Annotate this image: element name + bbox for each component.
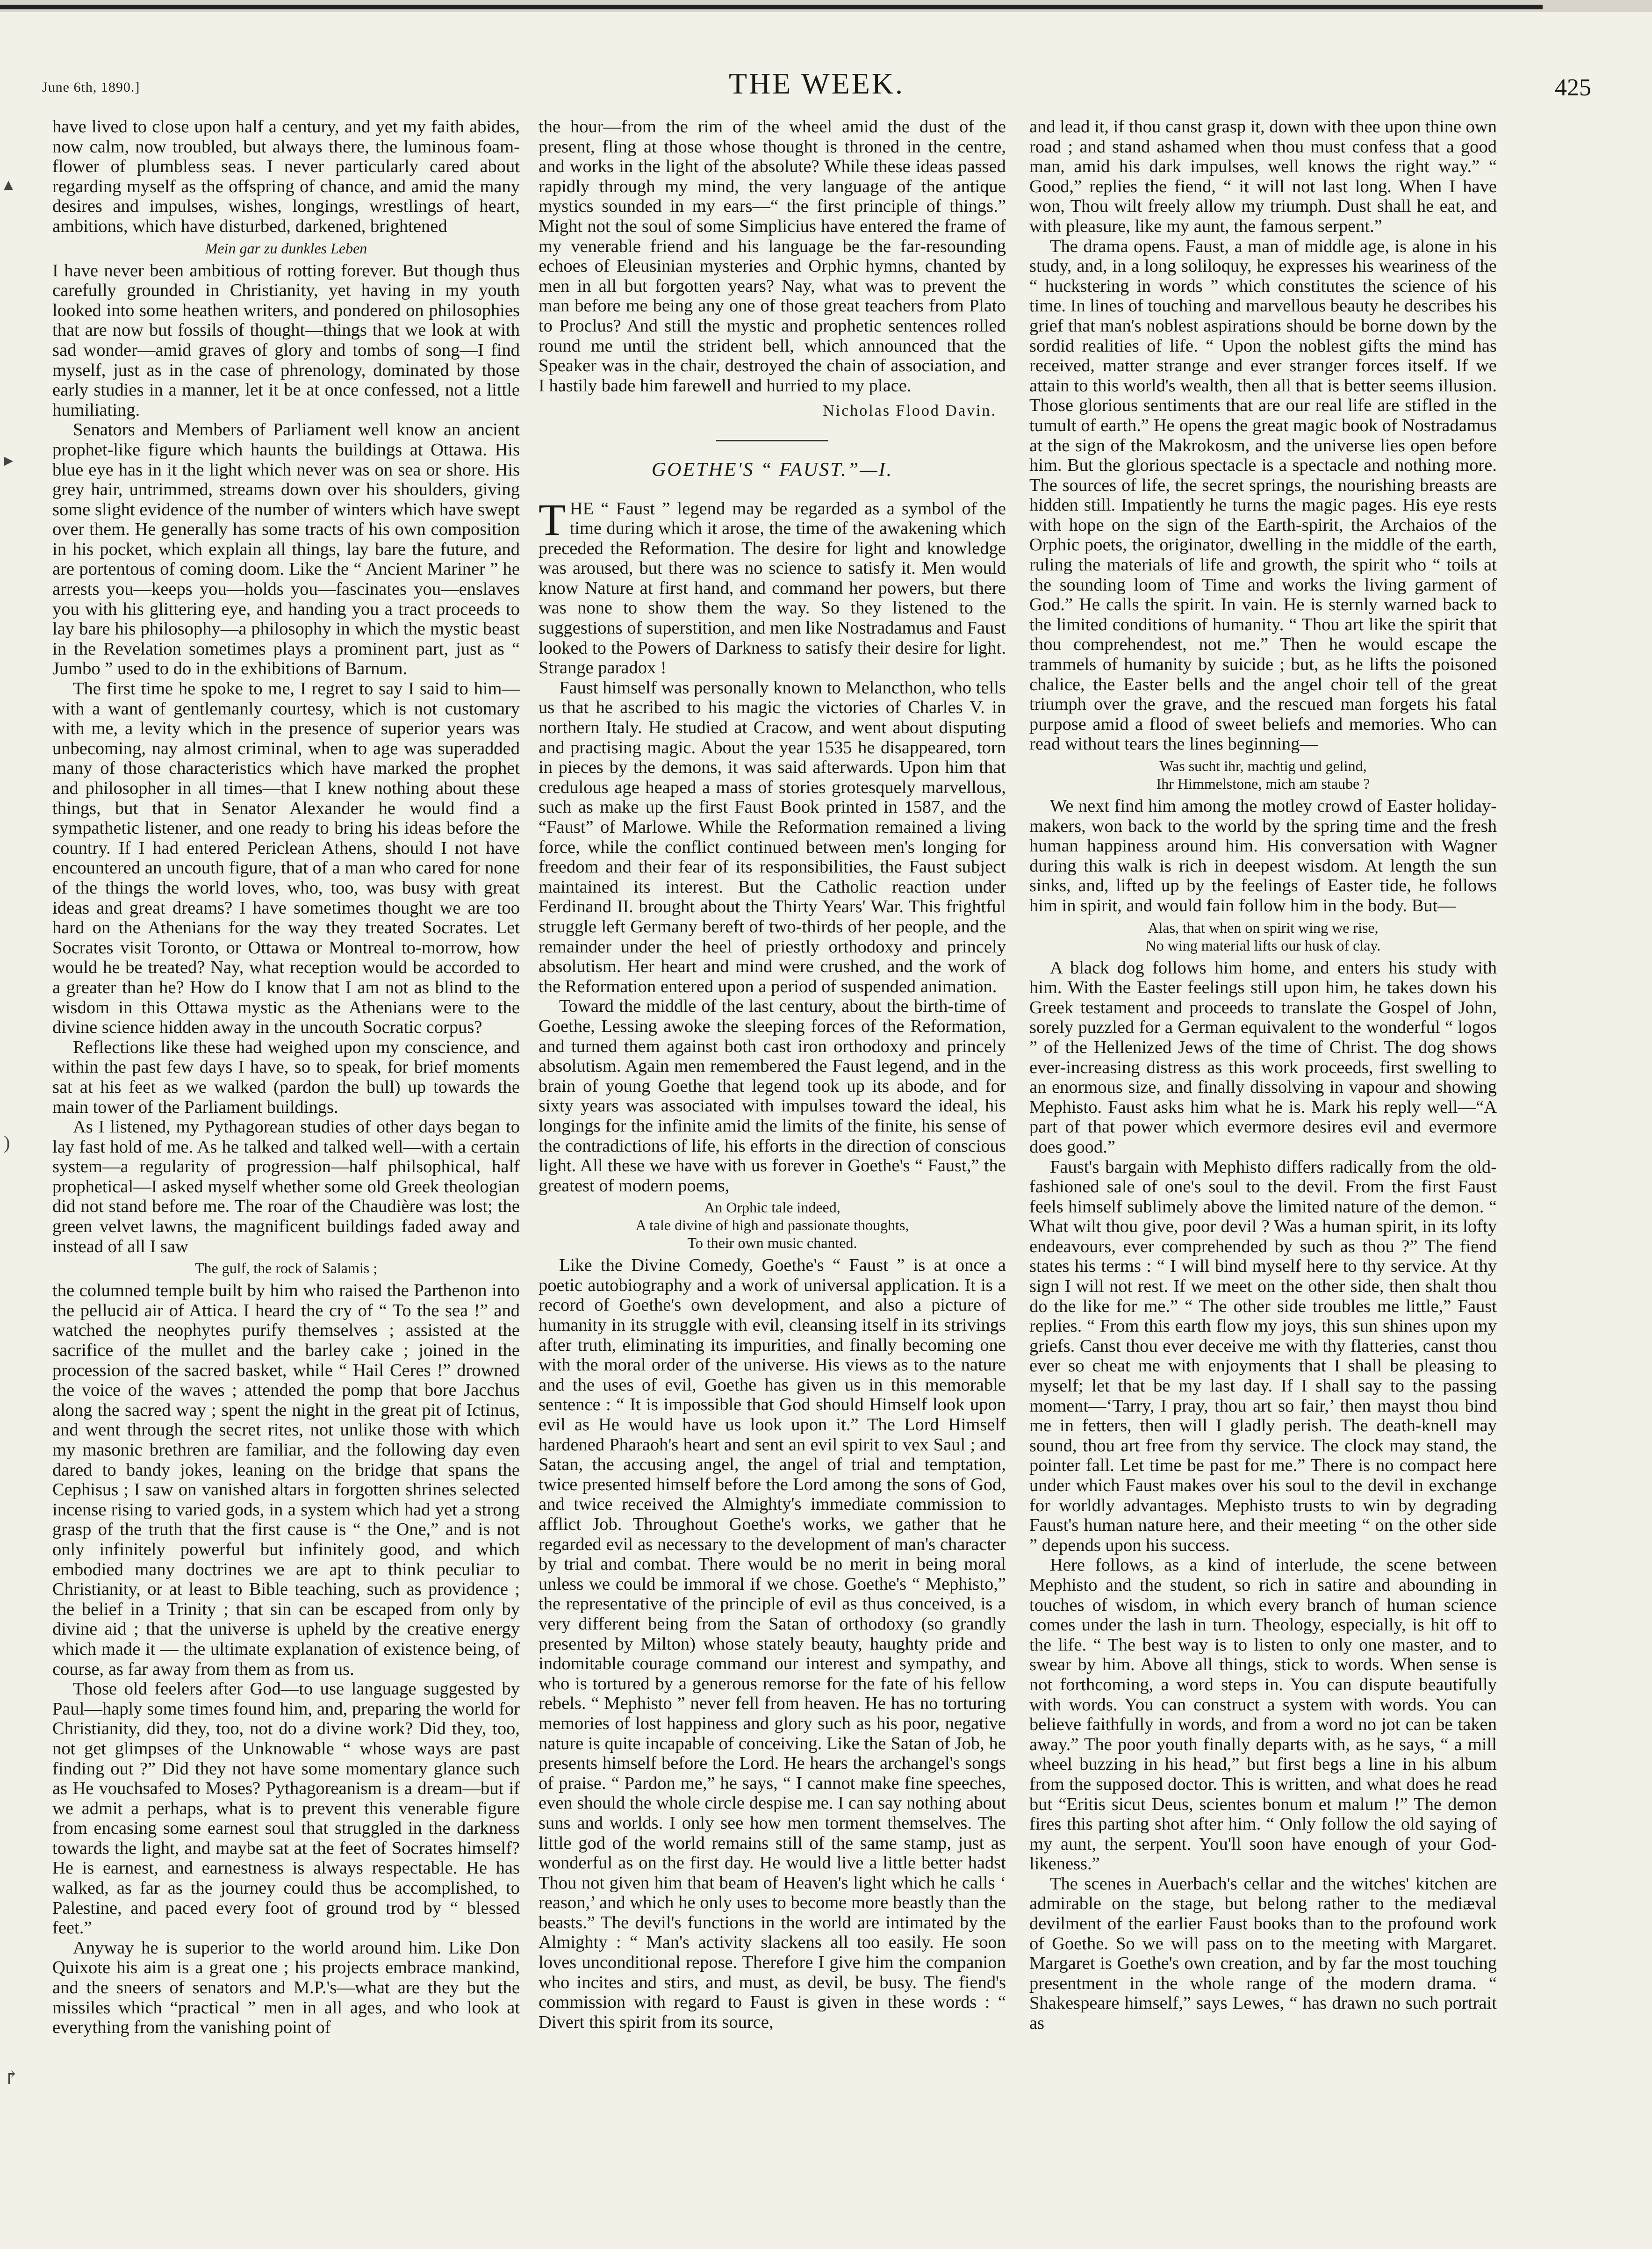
- paragraph: Faust's bargain with Mephisto differs radically from the old-fashioned sale of one's soul to the devil. From the first Faust feels himself sublimely above the limited nature of the demon. “ What wilt thou give, poor devil ? Was a human spirit, in its lofty endeavours, ever comprehended by such as thou ?” The fiend states his terms : “ I will bind myself here to thy service. At thy sign I will not rest. If we meet on the other side, then shalt thou do the like for me.” “ The other side troubles me little,” Faust replies. “ From this earth flow my joys, this sun shines upon my griefs. Canst thou ever deceive me with thy flatteries, canst thou ever so cheat me with enjoyments that I shall be pleasing to myself; let that be my last day. If I shall say to the passing moment—‘Tarry, I pray, thou art so fair,’ then mayst thou bind me in fetters, then will I gladly perish. The death-knell may sound, thou art free from thy service. The clock may stand, the pointer fall. Let time be past for me.” There is no compact here under which Faust makes over his soul to the devil in exchange for worldly advantages. Mephisto trusts to win by degrading Faust's human nature here, and their meeting “ on the other side ” depends upon his success.: [1029, 1157, 1497, 1555]
- paragraph: Toward the middle of the last century, about the birth-time of Goethe, Lessing awoke the sleeping forces of the Reformation, and turned them against both cast iron orthodoxy and princely absolutism. Again men remembered the Faust legend, and in the brain of young Goethe that legend took up its abode, and for sixty years was associated with impulses toward the ideal, his longings for the infinite amid the limits of the finite, his sense of the contradictions of life, his efforts in the direction of conscious light. All these we have with us forever in Goethe's “ Faust,” the greatest of modern poems,: [539, 996, 1006, 1196]
- paragraph: A black dog follows him home, and enters his study with him. With the Easter feelings still upon him, he takes down his Greek testament and proceeds to translate the Gospel of John, sorely puzzled for a German equivalent to the wonderful “ logos ” of the Hellenized Jews of the time of Christ. The dog shows ever-increasing distress as this work proceeds, first swelling to an enormous size, and finally dissolving in vapour and showing Mephisto. Faust asks him what he is. Mark his reply well—“A part of that power which evermore desires evil and evermore does good.”: [1029, 958, 1497, 1157]
- verse-line: The gulf, the rock of Salamis ;: [194, 1260, 378, 1277]
- paragraph: the hour—from the rim of the wheel amid the dust of the present, fling at those whose thought is throned in the centre, and works in the light of the absolute? While these ideas passed rapidly through my mind, the very language of the antique mystics sounded in my ears—“ the first principle of things.” Might not the soul of some Simplicius have entered the frame of my venerable friend and his language be the far-resounding echoes of Eleusinian mysteries and Orphic hymns, chanted by men in all but forgotten years? Nay, what was to prevent the man before me being any one of those great teachers from Plato to Proclus? And still the mystic and prophetic sentences rolled round me until the strident bell, which announced that the Speaker was in the chair, destroyed the chain of association, and I hastily bade him farewell and hurried to my place.: [539, 117, 1006, 396]
- paragraph: Those old feelers after God—to use language suggested by Paul—haply some times found him, and, preparing the world for Christianity, did they, too, not do a divine work? Did they, too, not get glimpses of the Unknowable “ whose ways are past finding out ?” Did they not have some momentary glance such as He vouchsafed to Moses? Pythagoreanism is a dream—but if we admit a perhaps, what is to prevent this venerable figure from encasing some earnest soul that struggled in the darkness towards the light, and maybe sat at the feet of Socrates himself? He is earnest, and earnestness is always respectable. He has walked, as far as the journey could thus be accomplished, to Palestine, and paced every foot of ground trod by “ blessed feet.”: [52, 1679, 520, 1938]
- top-rule-bar: [0, 5, 1543, 9]
- article-separator: [716, 440, 828, 441]
- column-2: [539, 117, 1006, 2240]
- margin-mark: ↱: [4, 2067, 20, 2088]
- margin-mark: ): [4, 1132, 10, 1153]
- paragraph: The scenes in Auerbach's cellar and the witches' kitchen are admirable on the stage, but belong rather to the mediæval devilment of the earlier Faust books than to the profound work of Goethe. So we will pass on to the meeting with Margaret. Margaret is Goethe's own creation, and by far the most touching presentment in the whole range of the modern drama. “ Shakespeare himself,” says Lewes, “ has drawn no such portrait as: [1029, 1874, 1497, 2033]
- verse-line: Was sucht ihr, machtig und gelind,: [1159, 757, 1367, 774]
- paragraph: the columned temple built by him who raised the Parthenon into the pellucid air of Attica. I heard the cry of “ To the sea !” and watched the neophytes purify themselves ; assisted at the sacrifice of the mullet and the barley cake ; joined in the procession of the sacred basket, while “ Hail Ceres !” drowned the voice of the waves ; attended the pomp that bore Jacchus along the sacred way ; spent the night in the great pit of Ictinus, and went through the secret rites, not unlike those with which my masonic brethren are familiar, and the following day even dared to bandy jokes, leaning on the bridge that spans the Cephisus ; I saw on vanished altars in forgotten shrines selected incense rising to varied gods, in a system which had yet a strong grasp of the truth that the first cause is “ the One,” and is not only infinitely powerful but infinitely good, and which embodied many doctrines we are apt to think peculiar to Christianity, or at least to Bible teaching, such as providence ; the belief in a Trinity ; that sin can be escaped from only by divine aid ; that the universe is upheld by the creative energy which made it — the ultimate explanation of existence being, of course, as far away from them as from us.: [52, 1281, 520, 1679]
- verse-line: Ihr Himmelstone, mich am staube ?: [1156, 775, 1370, 792]
- column-3: [1029, 117, 1497, 2240]
- paragraph: Senators and Members of Parliament well know an ancient prophet-like figure which haunts the buildings at Ottawa. His blue eye has in it the light which never was on sea or shore. His grey hair, untrimmed, streams down over his shoulders, giving some slight evidence of the number of winters which have swept over them. He generally has some tracts of his own composition in his pocket, which explain all things, lay bare the future, and are portentous of coming doom. Like the “ Ancient Mariner ” he arrests you—keeps you—holds you—fascinates you—enslaves you with his glittering eye, and handing you a tract proceeds to lay bare his philosophy—a philosophy in which the mystic beast in the Revelation sometimes plays a prominent part, just as “ Jumbo ” used to do in the exhibitions of Barnum.: [52, 420, 520, 679]
- paragraph: Anyway he is superior to the world around him. Like Don Quixote his aim is a great one ; his projects embrace mankind, and the sneers of senators and M.P.'s—what are they but the missiles which “practical ” men in all ages, and who look at everything from the vanishing point of: [52, 1938, 520, 2038]
- verse-line: To their own music chanted.: [687, 1234, 857, 1252]
- paragraph: and lead it, if thou canst grasp it, down with thee upon thine own road ; and stand ashamed when thou must confess that a good man, amid his dark impulses, well knows the right way.” “ Good,” replies the fiend, “ it will not last long. When I have won, Thou wilt freely allow my triumph. Dust shall he eat, and with pleasure, like my aunt, the famous serpent.”: [1029, 117, 1497, 236]
- verse-line: Mein gar zu dunkles Leben: [205, 239, 367, 257]
- verse-line: Alas, that when on spirit wing we rise,: [1148, 919, 1379, 936]
- issue-date: June 6th, 1890.]: [42, 79, 140, 95]
- paragraph: [539, 494, 1006, 678]
- margin-mark: ▸: [4, 449, 14, 470]
- paragraph: We next find him among the motley crowd of Easter holiday-makers, won back to the world by the spring time and the fresh human happiness around him. His conversation with Wagner during this walk is rich in deepest wisdom. At length the sun sinks, and, lifted up by the feelings of Easter tide, he follows him in spirit, and would fain follow him in the body. But—: [1029, 796, 1497, 915]
- verse-line: An Orphic tale indeed,: [704, 1199, 840, 1216]
- paragraph: I have never been ambitious of rotting forever. But though thus carefully grounded in Christianity, yet having in my youth looked into some heathen writers, and pondered on philosophies that are now but fossils of thought—things that we look at with sad wonder—amid graves of glory and tombs of song—I find myself, just as in the case of phrenology, dominated by those early studies in a manner, let it be at once confessed, not a little humiliating.: [52, 260, 520, 420]
- column-1: [52, 117, 520, 2240]
- paragraph: As I listened, my Pythagorean studies of other days began to lay fast hold of me. As he talked and talked well—with a certain system—a regularity of progression—half philsophical, half prophetical—I asked myself whether some old Greek theologian did not stand before me. The roar of the Chaudière was lost; the green velvet lawns, the magnificent buildings faded away and instead of all I saw: [52, 1117, 520, 1256]
- publication-title: THE WEEK.: [728, 67, 905, 100]
- paragraph: The drama opens. Faust, a man of middle age, is alone in his study, and, in a long soliloquy, he expresses his weariness of the “ huckstering in words ” which constitutes the science of his time. In lines of touching and marvellous beauty he describes his grief that man's noblest aspirations should be borne down by the sordid realities of life. “ Upon the noblest gifts the mind has received, matter strange and ever stranger forces itself. If we attain to this world's wealth, then all that is better seems illusion. Those glorious sentiments that are our real life are stifled in the tumult of earth.” He opens the great magic book of Nostradamus at the sign of the Makrokosm, and the universe lies open before him. But the glorious spectacle is a spectacle and nothing more. The sources of life, the secret springs, the nourishing breasts are hidden still. Impatiently he turns the magic pages. His eye rests with hope on the sign of the Earth-spirit, the Archaios of the Orphic poets, the originator, dwelling in the middle of the earth, ruling the materials of life and growth, the spirit who “ toils at the sounding loom of Time and works the living garment of God.” He calls the spirit. In vain. He is sternly warned back to the limited conditions of humanity. “ Thou art like the spirit that thou comprehendest, not me.” Then he would escape the trammels of humanity by suicide ; but, as he lifts the poisoned chalice, the Easter bells and the angel choir tell of the great triumph over the grave, and the rescued man forgets his fatal purpose amid a flood of sweet beliefs and memories. Who can read without tears the lines beginning—: [1029, 236, 1497, 754]
- page-number: 425: [1555, 74, 1591, 101]
- paragraph: Like the Divine Comedy, Goethe's “ Faust ” is at once a poetic autobiography and a work of universal application. It is a record of Goethe's own development, and also a picture of humanity in its struggle with evil, cleansing itself in its strivings after truth, eliminating its impurities, and finally becoming one with the moral order of the universe. His views as to the nature and the uses of evil, Goethe has given us in this memorable sentence : “ It is impossible that God should Himself look upon evil as He would have us look upon it.” The Lord Himself hardened Pharaoh's heart and sent an evil spirit to vex Saul ; and Satan, the accusing angel, the angel of trial and temptation, twice presented himself before the Lord among the sons of God, and twice received the Almighty's immediate commission to afflict Job. Throughout Goethe's works, we gather that he regarded evil as necessary to the development of man's character by trial and combat. There would be no merit in being moral unless we could be immoral if we chose. Goethe's “ Mephisto,” the representative of the principle of evil as thus conceived, is a very different being from the Satan of orthodoxy (so grandly presented by Milton) whose stately beauty, haughty pride and indomitable courage command our interest and sympathy, and who is tortured by a generous remorse for the fate of his fellow rebels. “ Mephisto ” never fell from heaven. He has no torturing memories of lost happiness and glory such as his poor, negative nature is quite incapable of conceiving. Like the Satan of Job, he presents himself before the Lord. He hears the archangel's songs of praise. “ Pardon me,” he says, “ I cannot make fine speeches, even should the whole circle despise me. I can say nothing about suns and worlds. I only see how men torment themselves. The little god of the world remains still of the same stamp, just as wonderful as on the first day. He would live a little better hadst Thou not given him that beam of Heaven's light which he calls ‘ reason,’ and which he only uses to become more beastly than the beasts.” The devil's functions in the world are intimated by the Almighty : “ Man's activity slackens all too easily. He soon loves unconditional repose. Therefore I give him the companion who incites and stirs, and must, as devil, be busy. The fiend's commission with regard to Faust is given in these words : “ Divert this spirit from its source,: [539, 1255, 1006, 2032]
- paragraph: The first time he spoke to me, I regret to say I said to him—with a want of gentlemanly courtesy, which is not customary with me, a levity which in the presence of superior years was unbecoming, nay almost criminal, when to age was superadded many of those characteristics which have marked the prophet and philosopher in all times—that I knew nothing about these things, but that in Senator Alexander he would find a sympathetic listener, and one ready to bring his ideas before the country. If I had entered Periclean Athens, should I not have encountered an uncouth figure, that of a man who cared for none of the things the world loves, who, too, was busy with great ideas and great dreams? I have sometimes thought we are too hard on the Athenians for the way they treated Socrates. Let Socrates visit Toronto, or Ottawa or Montreal to-morrow, how would he be treated? Nay, what reception would be accorded to a greater than he? How do I know that I am not as blind to the wisdom in this Ottawa mystic as the Athenians were to the divine science hidden away in the uncouth Socratic corpus?: [52, 679, 520, 1038]
- verse-line: No wing material lifts our husk of clay.: [1145, 937, 1381, 954]
- paragraph-text: HE “ Faust ” legend may be regarded as a symbol of the time during which it arose, the time of the awakening which preceded the Reformation. The desire for light and knowledge was aroused, but there was no science to satisfy it. Men would know Nature at first hand, and command her powers, but there was none to show them the way. So they listened to the suggestions of superstition, and men like Nostradamus and Faust looked to the Powers of Darkness to satisfy their desire for light. Strange paradox !: [539, 498, 1006, 678]
- page-header: [42, 61, 1591, 112]
- paragraph: have lived to close upon half a century, and yet my faith abides, now calm, now troubled, but always there, the luminous foam-flower of plumbless seas. I never particularly cared about regarding myself as the offspring of chance, and amid the many desires and impulses, wishes, longings, wrestlings of heart, ambitions, which have disturbed, darkened, brightened: [52, 117, 520, 236]
- author-signature: Nicholas Flood Davin.: [823, 402, 997, 420]
- article-title: GOETHE'S “ FAUST.”—I.: [651, 459, 893, 481]
- paragraph: Faust himself was personally known to Melancthon, who tells us that he ascribed to his magic the victories of Charles V. in northern Italy. He studied at Cracow, and went about disputing and practising magic. About the year 1535 he disappeared, torn in pieces by the demons, it was said afterwards. Upon him that credulous age heaped a mass of stories grotesquely marvellous, such as make up the first Faust Book printed in 1587, and the “Faust” of Marlowe. While the Reformation remained a living force, while the conflict continued between men's longing for freedom and their fear of its responsibilities, the Faust subject maintained its interest. But the Catholic reaction under Ferdinand II. brought about the Thirty Years' War. This frightful struggle left Germany bereft of two-thirds of her people, and the remainder under the heel of priestly orthodoxy and princely absolutism. Her heart and mind were crushed, and the work of the Reformation entered upon a period of suspended animation.: [539, 678, 1006, 996]
- paragraph: Here follows, as a kind of interlude, the scene between Mephisto and the student, so rich in satire and abounding in touches of wisdom, in which every branch of human science comes under the lash in turn. Theology, especially, is hit off to the life. “ The best way is to listen to only one master, and to swear by him. Above all things, stick to words. When sense is not forthcoming, a word steps in. You can dispute beautifully with words. You can construct a system with words. You can believe faithfully in words, and from a word no jot can be taken away.” The poor youth finally departs with, as he says, “ a mill wheel buzzing in his head,” but first begs a line in his album from the supposed doctor. This is written, and what does he read but “Eritis sicut Deus, scientes bonum et malum !” The demon fires this parting shot after him. “ Only follow the old saying of my aunt, the serpent. You'll soon have enough of your God-likeness.”: [1029, 1555, 1497, 1874]
- drop-cap: T: [539, 494, 566, 545]
- margin-mark: ▴: [4, 173, 14, 195]
- paragraph: Reflections like these had weighed upon my conscience, and within the past few days I have, so to speak, for brief moments sat at his feet as we walked (pardon the bull) up towards the main tower of the Parliament buildings.: [52, 1037, 520, 1117]
- verse-line: A tale divine of high and passionate thoughts,: [635, 1217, 909, 1234]
